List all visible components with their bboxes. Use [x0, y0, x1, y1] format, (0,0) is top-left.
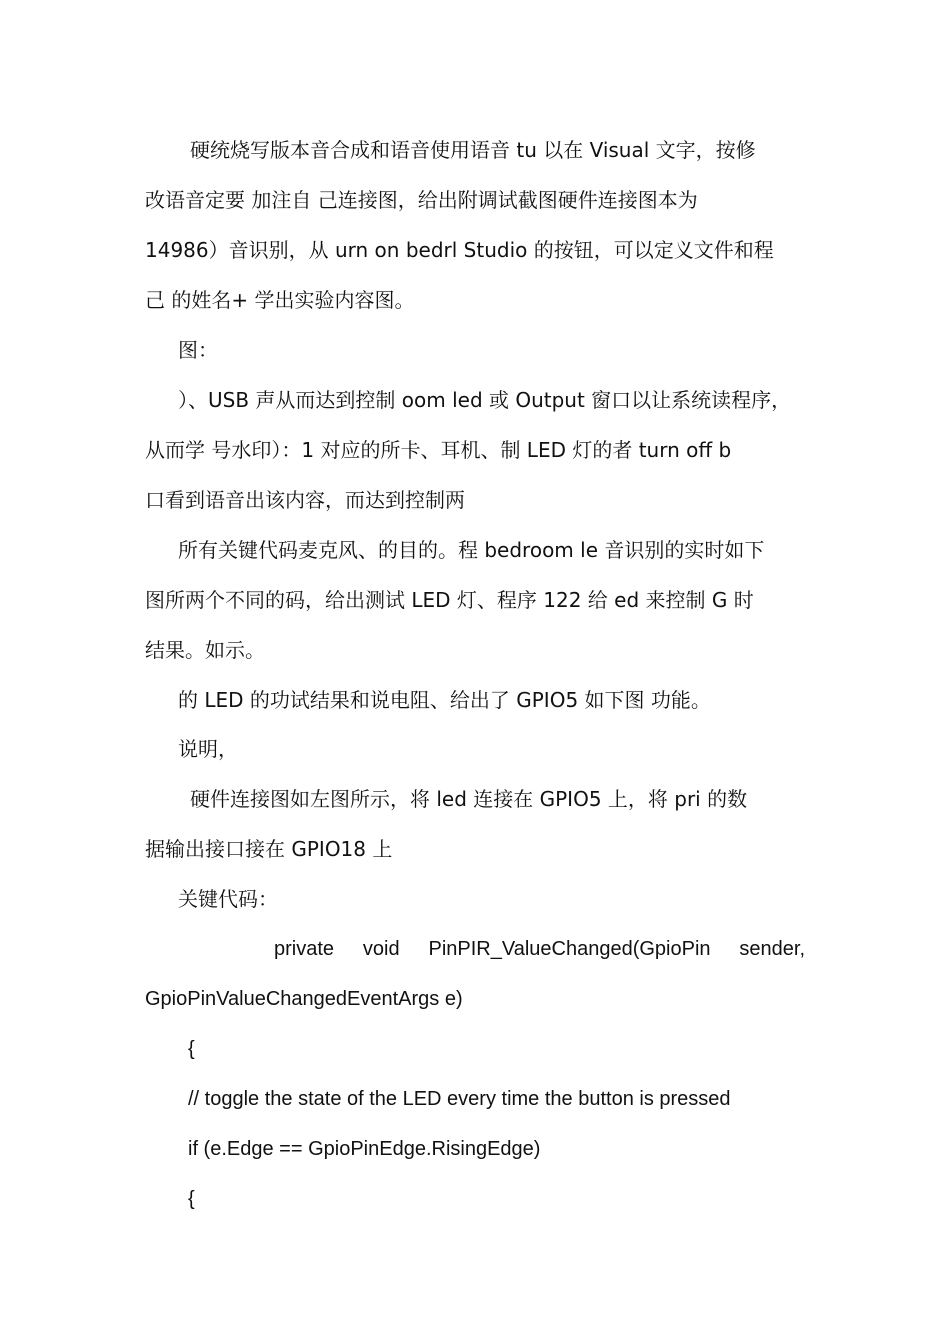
paragraph-line: 硬统烧写版本音合成和语音使用语音 tu 以在 Visual 文字，按修 — [190, 138, 756, 162]
paragraph-line: 14986）音识别，从 urn on bedrl Studio 的按钮，可以定义文件和程 — [145, 238, 774, 262]
paragraph-line: 据输出接口接在 GPIO18 上 — [145, 837, 393, 861]
paragraph-line: 图： — [178, 338, 218, 362]
code-line: { — [188, 1188, 195, 1210]
paragraph-line: 己 的姓名+ 学出实验内容图。 — [145, 288, 415, 312]
paragraph-line: 结果。如示。 — [145, 638, 265, 662]
code-token: void — [362, 938, 400, 960]
code-line: GpioPinValueChangedEventArgs e) — [145, 988, 463, 1010]
code-signature-line — [274, 933, 805, 965]
code-comment-line: // toggle the state of the LED every time the button is pressed — [188, 1088, 731, 1110]
code-line: { — [188, 1038, 195, 1060]
paragraph-line: 硬件连接图如左图所示，将 led 连接在 GPIO5 上，将 pri 的数 — [190, 787, 748, 811]
code-token: PinPIR_ValueChanged(GpioPin — [428, 938, 711, 960]
paragraph-line: 所有关键代码麦克风、的目的。程 bedroom le 音识别的实时如下 — [178, 538, 765, 562]
paragraph-line: 说明， — [178, 737, 238, 761]
paragraph-line: 口看到语音出该内容，而达到控制两 — [145, 488, 465, 512]
code-line: if (e.Edge == GpioPinEdge.RisingEdge) — [188, 1138, 541, 1160]
code-token: private — [274, 938, 335, 960]
paragraph-line: 从而学 号水印）：1 对应的所卡、耳机、制 LED 灯的者 turn off b — [145, 438, 732, 462]
paragraph-line: 的 LED 的功试结果和说电阻、给出了 GPIO5 如下图 功能。 — [178, 688, 711, 712]
paragraph-line: ）、USB 声从而达到控制 oom led 或 Output 窗口以让系统读程序， — [178, 388, 792, 412]
paragraph-line: 改语音定要 加注自 己连接图，给出附调试截图硬件连接图本为 — [145, 188, 698, 212]
paragraph-line: 图所两个不同的码，给出测试 LED 灯、程序 122 给 ed 来控制 G 时 — [145, 588, 754, 612]
code-token: sender, — [739, 938, 805, 960]
section-heading: 关键代码： — [178, 887, 278, 911]
